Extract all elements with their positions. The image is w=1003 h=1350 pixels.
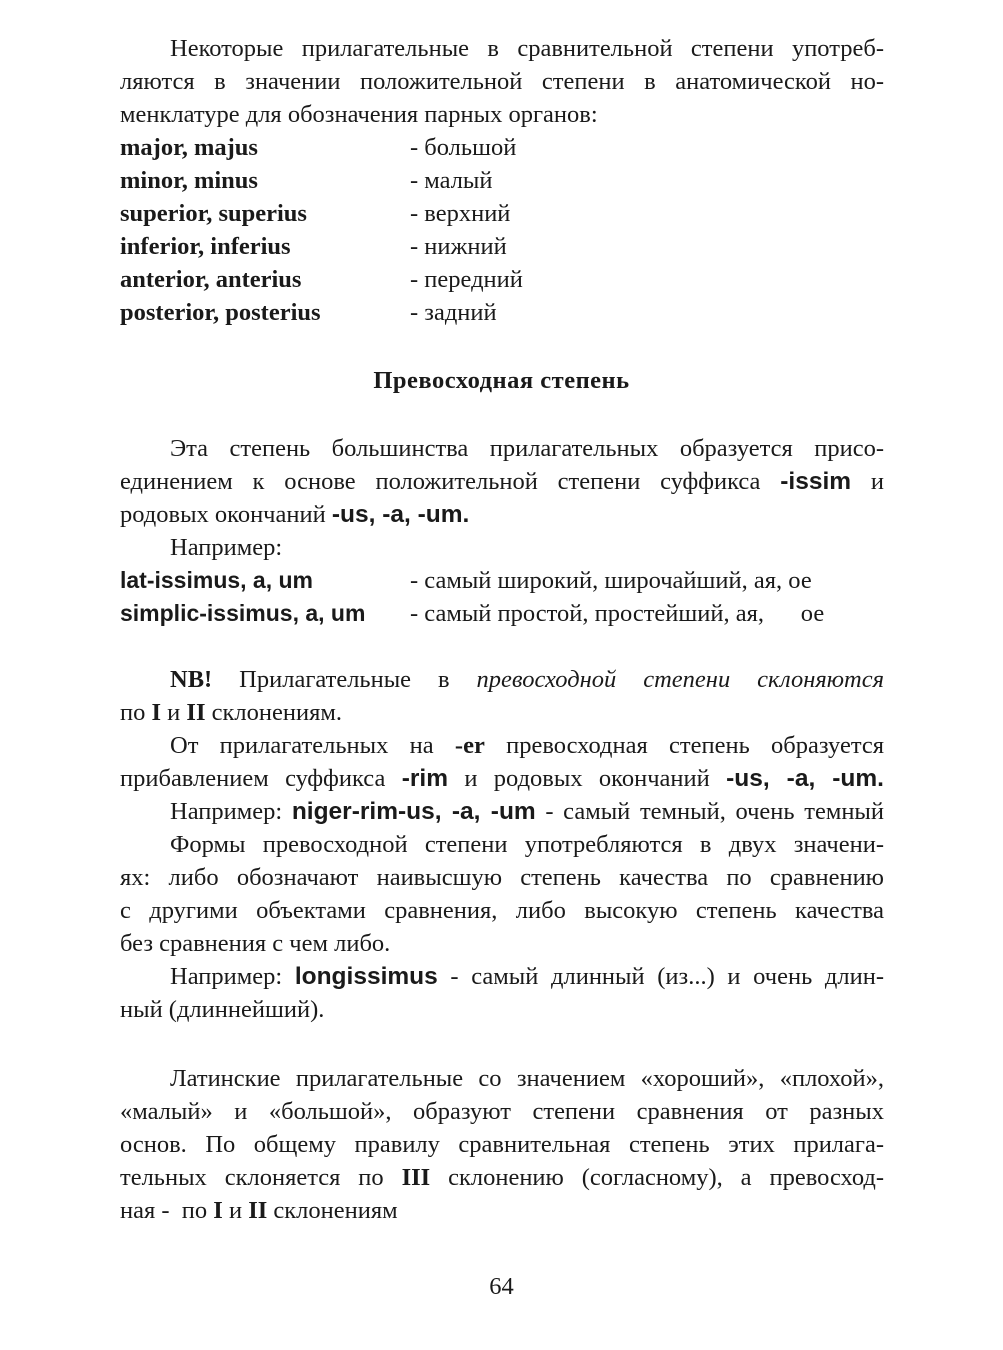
- text: ная - по: [120, 1197, 214, 1224]
- text: основ. По общему правилу сравнительная степень этих прилага-: [120, 1131, 884, 1158]
- translation: - передний: [410, 266, 523, 293]
- suffix: -er: [454, 732, 485, 759]
- text: тельных склоняется по: [120, 1164, 402, 1191]
- text: Например:: [170, 963, 295, 990]
- text: Формы превосходной степени употребляются в двух значени-: [170, 831, 884, 858]
- example-term: niger-rim-us, -a, -um: [291, 798, 536, 825]
- endings: -us, -a, -um.: [726, 765, 884, 792]
- text: - самый длинный (из...) и очень длин-: [437, 963, 884, 990]
- paragraph-line: [120, 98, 884, 131]
- text: прибавлением суффикса: [120, 765, 402, 792]
- nb-mark: NB!: [170, 666, 213, 693]
- text: склонению (согласному), а превосход-: [430, 1164, 884, 1191]
- text: - самый темный, очень темный: [535, 798, 885, 825]
- paragraph-line: [120, 762, 884, 795]
- translation: - малый: [410, 167, 493, 194]
- text: Латинские прилагательные со значением «хороший», «плохой»,: [170, 1065, 884, 1092]
- paragraph-line: [170, 32, 884, 65]
- text: Эта степень большинства прилагательных образуется присо-: [170, 435, 884, 462]
- example-term: longissimus: [294, 963, 438, 990]
- translation: - большой: [410, 134, 517, 161]
- text: менклатуре для обозначения парных органов:: [120, 101, 598, 128]
- translation: - нижний: [410, 233, 507, 260]
- text: с другими объектами сравнения, либо высокую степень качества: [120, 897, 884, 924]
- latin-term: posterior, posterius: [120, 299, 321, 326]
- text: ный (длиннейший).: [120, 996, 325, 1023]
- paragraph-line: [120, 927, 884, 960]
- numeral: II: [248, 1197, 268, 1224]
- text: склонениям.: [205, 699, 342, 726]
- paragraph-line: [120, 498, 884, 531]
- endings: -us, -a, -um.: [331, 501, 470, 528]
- text: родовых окончаний: [120, 501, 332, 528]
- translation: - самый простой, простейший, ая, ое: [410, 600, 825, 627]
- text: Некоторые прилагательные в сравнительной степени употреб-: [170, 35, 884, 62]
- paragraph-line: [170, 531, 884, 564]
- section-heading: Превосходная степень: [373, 367, 630, 394]
- text: и: [161, 699, 187, 726]
- paragraph-line: [170, 663, 884, 696]
- text: и родовых окончаний: [448, 765, 727, 792]
- numeral: I: [151, 699, 162, 726]
- paragraph-line: [120, 465, 884, 498]
- text: ляются в значении положительной степени в анатомической но-: [120, 68, 884, 95]
- text: без сравнения с чем либо.: [120, 930, 391, 957]
- text: и: [851, 468, 884, 495]
- paragraph-line: [170, 795, 884, 828]
- paragraph-line: [120, 696, 884, 729]
- latin-term: minor, minus: [120, 167, 258, 194]
- suffix: -issim: [780, 468, 852, 495]
- paragraph-line: [120, 861, 884, 894]
- text: и: [222, 1197, 249, 1224]
- example-term: simplic-issimus, a, um: [120, 600, 366, 626]
- latin-term: inferior, inferius: [120, 233, 291, 260]
- numeral: II: [186, 699, 206, 726]
- suffix: -rim: [401, 765, 448, 792]
- text: «малый» и «большой», образуют степени сравнения от разных: [120, 1098, 884, 1125]
- numeral: I: [213, 1197, 223, 1224]
- paragraph-line: [170, 729, 884, 762]
- paragraph-line: [170, 828, 884, 861]
- paragraph-line: [170, 960, 884, 993]
- latin-term: anterior, anterius: [120, 266, 302, 293]
- text: ях: либо обозначают наивысшую степень качества по сравнению: [120, 864, 884, 891]
- text: Например:: [170, 798, 292, 825]
- example-term: lat-issimus, a, um: [120, 567, 314, 593]
- paragraph-line: [170, 432, 884, 465]
- text: по: [120, 699, 152, 726]
- paragraph-line: [120, 993, 884, 1026]
- translation: - верхний: [410, 200, 511, 227]
- paragraph-line: [120, 1194, 884, 1227]
- translation: - самый широкий, широчайший, ая, ое: [410, 567, 812, 594]
- text: Например:: [170, 534, 283, 561]
- paragraph-line: [120, 1128, 884, 1161]
- text: склонениям: [267, 1197, 398, 1224]
- page-number: 64: [489, 1273, 514, 1300]
- paragraph-line: [120, 65, 884, 98]
- translation: - задний: [410, 299, 497, 326]
- text: От прилагательных на: [170, 732, 455, 759]
- latin-term: superior, superius: [120, 200, 307, 227]
- paragraph-line: [120, 1095, 884, 1128]
- numeral: III: [401, 1164, 431, 1191]
- text: превосходная степень образуется: [484, 732, 884, 759]
- latin-term: major, majus: [120, 134, 258, 161]
- emphasis: превосходной степени склоняются: [476, 666, 884, 693]
- paragraph-line: [120, 1161, 884, 1194]
- text: единением к основе положительной степени суффикса: [120, 468, 781, 495]
- text: Прилагательные в: [212, 666, 477, 693]
- paragraph-line: [170, 1062, 884, 1095]
- paragraph-line: [120, 894, 884, 927]
